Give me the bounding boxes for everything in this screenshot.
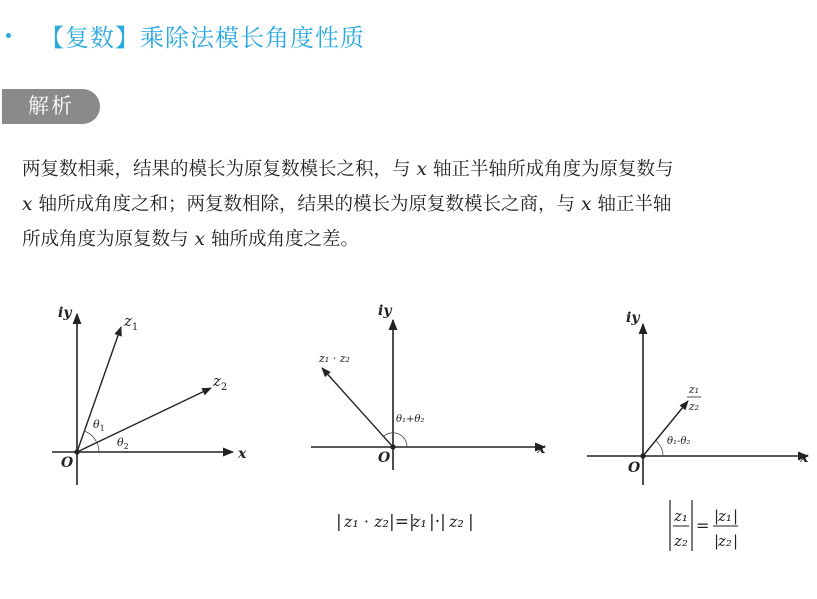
vector-product	[322, 368, 393, 447]
theta2-label: $\theta_2$	[117, 436, 129, 451]
quotient-denominator: z₂	[688, 400, 700, 413]
abs-dot-abs: |·|	[429, 512, 446, 532]
variable-x: x	[22, 194, 33, 215]
rhs-denominator-bars: |	[733, 532, 739, 550]
angle-sum-label: θ₁+θ₂	[396, 414, 425, 425]
text-segment: 轴所成角度之差。	[210, 229, 359, 250]
x-axis-label: x	[537, 441, 546, 457]
rhs-numerator: z₁	[718, 507, 732, 525]
lhs-denominator: z₂	[674, 532, 688, 550]
variable-x: x	[416, 159, 427, 180]
diagram-quotient	[587, 310, 809, 485]
text-segment: 所成角度为原复数与	[22, 229, 189, 250]
section-tag-label: 解析	[28, 94, 74, 118]
vector-z1	[77, 327, 121, 452]
vector-quotient	[643, 401, 691, 456]
origin-label: O	[61, 455, 74, 471]
formula-product-modulus	[336, 512, 474, 532]
text-segment: 轴所成角度之和；两复数相除，结果的模长为原复数模长之商，与	[38, 194, 575, 215]
z1-label: $z_1$	[124, 312, 139, 333]
page-title: 【复数】乘除法模长角度性质	[40, 24, 365, 52]
formula-rhs-a: z₁	[412, 512, 427, 531]
y-axis-label: iy	[626, 310, 640, 326]
diagram-product	[311, 303, 546, 470]
rhs-denominator-bars: |	[714, 532, 720, 550]
angle-diff-label: θ₁-θ₂	[667, 436, 691, 447]
rhs-numerator-bars: |	[733, 507, 739, 525]
product-label: z₁ · z₂	[319, 352, 350, 365]
text-segment: 轴正半轴所成角度为原复数与	[432, 159, 674, 180]
abs-bar: |	[468, 512, 474, 532]
rhs-numerator-bars: |	[714, 507, 720, 525]
text-segment: 轴正半轴	[597, 194, 672, 215]
angle-arc-theta2	[97, 443, 99, 452]
formula-rhs-b: z₂	[449, 512, 464, 531]
quotient-numerator: z₁	[688, 383, 700, 396]
origin-point	[390, 444, 395, 449]
equals-abs: |=|	[389, 512, 415, 532]
angle-arc-theta1	[84, 431, 97, 443]
rhs-denominator: z₂	[718, 532, 732, 550]
x-axis-label: x	[800, 450, 809, 466]
origin-point	[74, 449, 79, 454]
formula-quotient-modulus	[670, 500, 738, 551]
diagram-sum-angles	[52, 305, 247, 485]
variable-x: x	[580, 194, 592, 215]
theta1-label: $\theta_1$	[93, 418, 105, 433]
equals-sign: =	[696, 516, 710, 535]
angle-arc	[656, 441, 663, 456]
origin-label: O	[378, 450, 391, 466]
origin-point	[640, 453, 645, 458]
abs-bar: |	[336, 512, 342, 532]
formula-lhs: z₁ · z₂	[344, 512, 389, 531]
lhs-numerator: z₁	[674, 507, 688, 525]
y-axis-label: iy	[58, 305, 72, 321]
text-segment: 两复数相乘，结果的模长为原复数模长之积，与	[22, 159, 411, 180]
variable-x: x	[194, 229, 205, 250]
origin-label: O	[628, 460, 641, 476]
x-axis-label: x	[238, 446, 247, 462]
z2-label: $z_2$	[213, 372, 228, 393]
y-axis-label: iy	[378, 303, 392, 319]
